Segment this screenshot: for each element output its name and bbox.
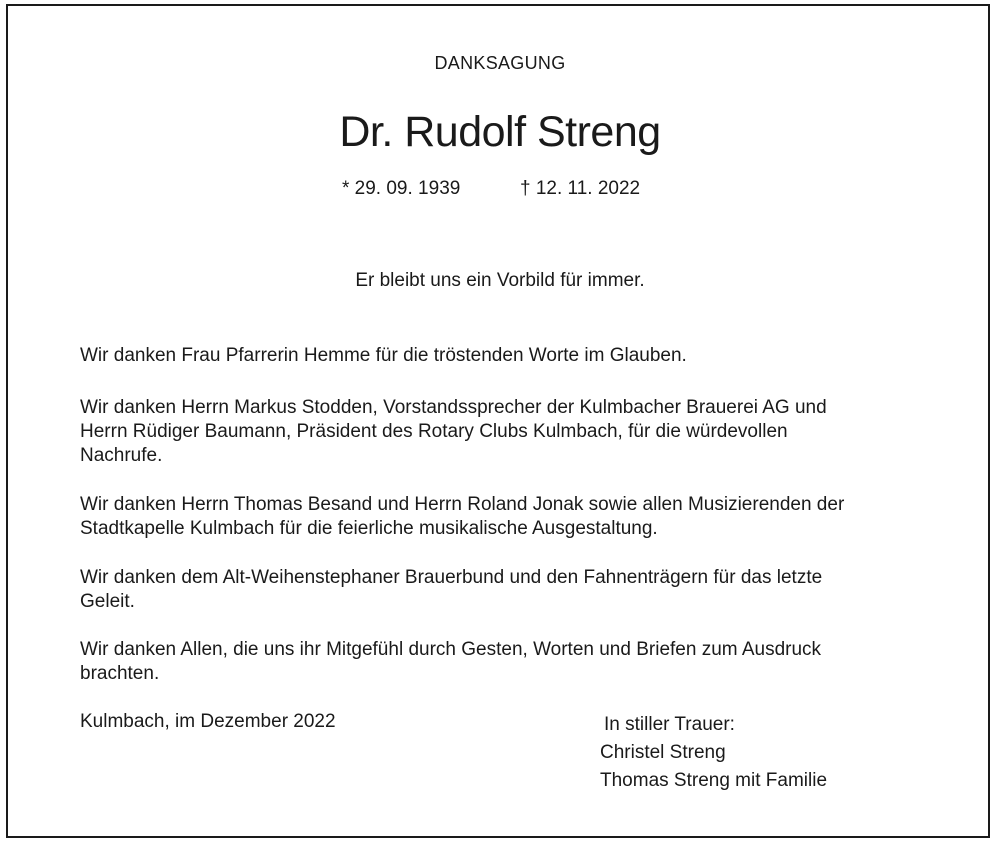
motto-line: Er bleibt uns ein Vorbild für immer.: [355, 270, 645, 291]
mourners-block: [600, 711, 827, 795]
deceased-name: Dr. Rudolf Streng: [339, 108, 661, 156]
thanks-paragraph-5: Wir danken Allen, die uns ihr Mitgefühl durch Gesten, Worten und Briefen zum Ausdruck brachten.: [80, 639, 822, 684]
thanks-paragraph-1: Wir danken Frau Pfarrerin Hemme für die tröstenden Worte im Glauben.: [80, 345, 687, 366]
death-date: † 12. 11. 2022: [520, 178, 641, 199]
thanks-paragraph-3: Wir danken Herrn Thomas Besand und Herrn Roland Jonak sowie allen Musizierenden der Stadtkapelle Kulmbach für die feierliche musikalische Ausgestaltung.: [80, 494, 845, 539]
birth-date: * 29. 09. 1939: [342, 178, 461, 199]
mourning-label: In stiller Trauer:: [604, 714, 735, 735]
place-date: Kulmbach, im Dezember 2022: [80, 711, 336, 732]
mourner-name: Christel Streng: [600, 742, 726, 763]
mourner-name: Thomas Streng mit Familie: [600, 770, 828, 791]
notice-heading: DANKSAGUNG: [434, 53, 566, 73]
thanks-paragraph-2: Wir danken Herrn Markus Stodden, Vorstandssprecher der Kulmbacher Brauerei AG und Herrn Rüdiger Baumann, Präsident des Rotary Clubs Kulmbach, für die würdevollen Nachrufe.: [80, 397, 827, 466]
thanks-paragraph-4: Wir danken dem Alt-Weihenstephaner Brauerbund und den Fahnenträgern für das letzte Geleit.: [80, 567, 823, 612]
